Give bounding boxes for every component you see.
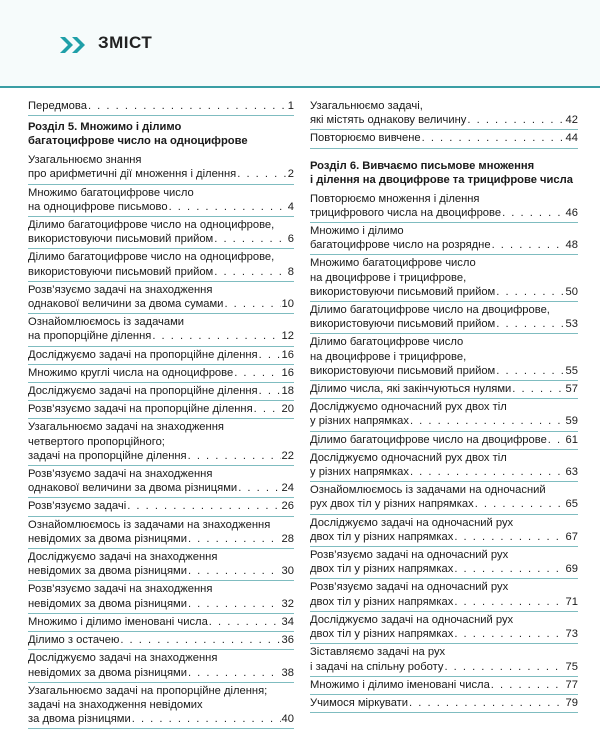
dot-leader: [422, 131, 565, 145]
toc-entry[interactable]: [310, 450, 578, 482]
toc-entry-title: багатоцифрове число на розрядне: [310, 239, 491, 252]
double-chevron-right-icon: [58, 36, 88, 54]
toc-entry[interactable]: [28, 549, 294, 581]
toc-entry-title: Досліджуємо задачі на пропорційне ділення: [28, 348, 258, 361]
dot-leader: [496, 285, 564, 299]
toc-page-number: 40: [281, 713, 294, 726]
toc-entry-line: Досліджуємо задачі на знаходження: [28, 652, 218, 665]
toc-page-number: 79: [565, 696, 578, 709]
dot-leader: [238, 481, 280, 495]
toc-entry[interactable]: [28, 185, 294, 217]
toc-entry-title: Ділимо багатоцифрове число на двоцифрове: [310, 433, 547, 446]
toc-entry[interactable]: [28, 683, 294, 730]
toc-entry[interactable]: [28, 249, 294, 281]
toc-entry-line: Узагальнюємо задачі,: [310, 100, 423, 112]
dot-leader: [259, 384, 281, 398]
toc-entry-line: Узагальнюємо знання: [28, 154, 142, 167]
toc-entry-title: задачі на пропорційне ділення: [28, 449, 187, 462]
toc-entry[interactable]: [310, 482, 578, 514]
toc-page-number: 20: [281, 403, 294, 416]
toc-entry-line: Узагальнюємо задачі на пропорційне ділення;: [28, 684, 268, 697]
toc-entry[interactable]: [310, 432, 578, 450]
toc-entry[interactable]: [310, 334, 578, 381]
toc-entry[interactable]: [310, 612, 578, 644]
dot-leader: [512, 382, 564, 396]
toc-entry-title: однакової величини за двома сумами: [28, 298, 224, 311]
toc-entry-line: Розв’язуємо задачі на знаходження: [28, 583, 213, 596]
page-title: ЗМІСТ: [98, 33, 153, 52]
dot-leader: [120, 633, 280, 647]
toc-entry[interactable]: [28, 466, 294, 498]
toc-page-number: 73: [565, 628, 578, 641]
dot-leader: [188, 564, 281, 578]
toc-page-number: 22: [281, 449, 294, 462]
toc-page-number: 75: [565, 660, 578, 673]
toc-entry[interactable]: [310, 399, 578, 431]
toc-page-number: 46: [565, 206, 578, 219]
toc-entry-line: Ознайомлюємось із задачами на одночасний: [310, 484, 546, 497]
dot-leader: [214, 265, 287, 279]
toc-page-number: 61: [565, 433, 578, 446]
toc-page-number: 32: [281, 597, 294, 610]
dot-leader: [409, 696, 565, 710]
toc-entry[interactable]: [310, 191, 578, 223]
dot-leader: [254, 402, 281, 416]
toc-page-number: 28: [281, 532, 294, 545]
dot-leader: [88, 99, 287, 113]
section-title-line: і ділення на двоцифрове та трицифрове числа: [310, 173, 573, 186]
toc-page-number: 71: [565, 595, 578, 608]
header-divider: [0, 86, 600, 88]
toc-entry-title: використовуючи письмовий прийом: [310, 364, 496, 377]
dot-leader: [188, 666, 281, 680]
toc-page-number: 1: [287, 100, 294, 112]
toc-entry-title: невідомих за двома різницями: [28, 532, 187, 545]
toc-entry[interactable]: [28, 217, 294, 249]
toc-entry[interactable]: [310, 302, 578, 334]
toc-page-number: 53: [565, 318, 578, 331]
toc-entry-line: Повторюємо множення і ділення: [310, 192, 480, 205]
toc-entry[interactable]: [28, 383, 294, 401]
dot-leader: [475, 497, 565, 511]
dot-leader: [454, 562, 564, 576]
toc-page-number: 24: [281, 482, 294, 495]
toc-page-number: 50: [565, 285, 578, 298]
toc-entry-line: Досліджуємо одночасний рух двох тіл: [310, 451, 507, 464]
toc-entry-title: однакової величини за двома різницями: [28, 482, 238, 495]
toc-entry[interactable]: [310, 223, 578, 255]
dot-leader: [224, 297, 280, 311]
toc-entry[interactable]: [28, 401, 294, 419]
toc-page-number: 34: [281, 615, 294, 628]
dot-leader: [548, 433, 565, 447]
toc-entry-title: Множимо круглі числа на одноцифрове: [28, 366, 234, 379]
toc-entry-line: Ділимо багатоцифрове число: [310, 336, 464, 349]
toc-left-column: [28, 98, 294, 729]
dot-leader: [410, 414, 565, 428]
section-heading-5: [28, 116, 294, 152]
toc-entry[interactable]: [28, 517, 294, 549]
dot-leader: [454, 595, 564, 609]
toc-entry-line: Досліджуємо задачі на одночасний рух: [310, 516, 514, 529]
section-title-line: багатоцифрове число на одноцифрове: [28, 135, 248, 148]
section-heading-6: [310, 149, 578, 191]
toc-page-number: 65: [565, 498, 578, 511]
toc-entry[interactable]: [28, 419, 294, 466]
toc-entry-line: Множимо і ділимо: [310, 225, 404, 238]
toc-entry-title: на пропорційне ділення: [28, 330, 152, 343]
toc-entry-title: невідомих за двома різницями: [28, 666, 187, 679]
toc-entry[interactable]: [28, 152, 294, 184]
toc-entry-title: Розв’язуємо задачі: [28, 500, 127, 513]
toc-page-number: 4: [287, 200, 294, 213]
page-header: [0, 0, 600, 88]
toc-entry-title: двох тіл у різних напрямках: [310, 628, 454, 641]
toc-page-number: 36: [281, 634, 294, 647]
dot-leader: [502, 206, 564, 220]
toc-page-number: 10: [281, 298, 294, 311]
toc-entry-title: Повторюємо вивчене: [310, 132, 421, 145]
toc-entry-title: Передмова: [28, 100, 87, 112]
toc-entry-line: Досліджуємо задачі на знаходження: [28, 551, 218, 564]
toc-entry-title: на одноцифрове письмово: [28, 200, 168, 213]
toc-entry-title: Ділимо числа, які закінчуються нулями: [310, 383, 512, 396]
toc-page-number: 77: [565, 678, 578, 691]
toc-page-number: 44: [565, 132, 578, 145]
dot-leader: [214, 232, 287, 246]
dot-leader: [496, 317, 564, 331]
dot-leader: [444, 660, 564, 674]
toc-page-number: 18: [281, 385, 294, 398]
dot-leader: [152, 329, 280, 343]
toc-entry-title: Ділимо з остачею: [28, 634, 120, 647]
toc-entry[interactable]: [310, 547, 578, 579]
toc-entry-title: трицифрового числа на двоцифрове: [310, 206, 502, 219]
dot-leader: [492, 238, 565, 252]
dot-leader: [237, 167, 287, 181]
toc-entry[interactable]: [310, 695, 578, 713]
toc-entry-title: у різних напрямках: [310, 415, 409, 428]
toc-right-column: [310, 98, 578, 713]
toc-entry-title: використовуючи письмовий прийом: [310, 318, 496, 331]
toc-entry-title: і задачі на спільну роботу: [310, 660, 444, 673]
toc-entry-line: задачі на знаходження невідомих: [28, 698, 203, 711]
toc-entry-title: Множимо і ділимо іменовані числа: [28, 615, 208, 628]
toc-entry[interactable]: [28, 347, 294, 365]
toc-page-number: 57: [565, 383, 578, 396]
toc-entry-line: на двоцифрове і трицифрове,: [310, 350, 467, 363]
toc-entry-title: Досліджуємо задачі на пропорційне ділення: [28, 385, 258, 398]
toc-page-number: 8: [287, 265, 294, 278]
toc-entry-line: Розв’язуємо задачі на знаходження: [28, 468, 213, 481]
toc-entry-title: двох тіл у різних напрямках: [310, 530, 454, 543]
toc-entry-title: використовуючи письмовий прийом: [310, 285, 496, 298]
dot-leader: [209, 615, 281, 629]
toc-entry-title: рух двох тіл у різних напрямках: [310, 498, 474, 511]
toc-entry[interactable]: [28, 498, 294, 516]
toc-entry[interactable]: [28, 365, 294, 383]
toc-entry-line: Досліджуємо задачі на одночасний рух: [310, 613, 514, 626]
dot-leader: [188, 597, 281, 611]
toc-entry-title: Множимо і ділимо іменовані числа: [310, 678, 490, 691]
toc-entry-line: Зіставляємо задачі на рух: [310, 646, 446, 659]
toc-page-number: 2: [287, 168, 294, 181]
toc-page-number: 48: [565, 239, 578, 252]
dot-leader: [169, 200, 287, 214]
dot-leader: [234, 366, 280, 380]
toc-page-number: 16: [281, 348, 294, 361]
toc-entry[interactable]: [310, 381, 578, 399]
dot-leader: [454, 627, 564, 641]
toc-entry[interactable]: [28, 632, 294, 650]
toc-entry[interactable]: [310, 579, 578, 611]
toc-entry[interactable]: [28, 650, 294, 682]
toc-entry-line: Ділимо багатоцифрове число на двоцифрове,: [310, 304, 550, 317]
toc-entry-line: Множимо багатоцифрове число: [28, 186, 194, 199]
toc-entry[interactable]: [310, 515, 578, 547]
toc-entry-title: використовуючи письмовий прийом: [28, 265, 214, 278]
section-title-line: Розділ 5. Множимо і ділимо: [28, 121, 182, 134]
toc-entry-line: на двоцифрове і трицифрове,: [310, 271, 467, 284]
toc-page-number: 69: [565, 563, 578, 576]
toc-entry-line: Ділимо багатоцифрове число на одноцифрове,: [28, 251, 275, 264]
toc-entry[interactable]: [310, 677, 578, 695]
toc-entry-title: двох тіл у різних напрямках: [310, 595, 454, 608]
toc-entry-title: Учимося міркувати: [310, 696, 409, 709]
toc-page-number: 67: [565, 530, 578, 543]
toc-entry[interactable]: [28, 98, 294, 116]
toc-page-number: 26: [281, 500, 294, 513]
toc-entry[interactable]: [28, 282, 294, 314]
toc-page-number: 30: [281, 565, 294, 578]
toc-entry-line: Досліджуємо одночасний рух двох тіл: [310, 401, 507, 414]
toc-entry-title: двох тіл у різних напрямках: [310, 563, 454, 576]
dot-leader: [467, 113, 564, 127]
toc-entry-title: за двома різницями: [28, 713, 131, 726]
toc-page-number: 38: [281, 666, 294, 679]
toc-page-number: 55: [565, 364, 578, 377]
dot-leader: [259, 348, 281, 362]
toc-entry-title: у різних напрямках: [310, 466, 409, 479]
toc-entry-line: Узагальнюємо задачі на знаходження: [28, 421, 224, 434]
toc-entry-title: використовуючи письмовий прийом: [28, 233, 214, 246]
toc-entry-line: Множимо багатоцифрове число: [310, 257, 476, 270]
dot-leader: [496, 364, 564, 378]
toc-entry[interactable]: [310, 255, 578, 302]
dot-leader: [127, 499, 280, 513]
toc-entry-line: Розв’язуємо задачі на одночасний рух: [310, 581, 509, 594]
toc-entry-line: четвертого пропорційного;: [28, 435, 165, 448]
toc-page-number: 12: [281, 330, 294, 343]
toc-page-number: 6: [287, 233, 294, 246]
toc-entry-line: Ознайомлюємось із задачами на знаходження: [28, 518, 271, 531]
toc-page-number: 16: [281, 366, 294, 379]
dot-leader: [491, 678, 565, 692]
toc-entry-title: які містять однакову величину: [310, 114, 467, 127]
toc-entry[interactable]: [28, 581, 294, 613]
toc-entry-line: Ознайомлюємось із задачами: [28, 316, 185, 329]
toc-page-number: 59: [565, 415, 578, 428]
toc-entry-title: про арифметичні дії множення і ділення: [28, 168, 237, 181]
toc-entry-line: Розв’язуємо задачі на знаходження: [28, 283, 213, 296]
dot-leader: [132, 712, 281, 726]
dot-leader: [410, 465, 565, 479]
toc-entry-title: невідомих за двома різницями: [28, 597, 187, 610]
dot-leader: [188, 449, 281, 463]
toc-entry-line: Розв’язуємо задачі на одночасний рух: [310, 549, 509, 562]
toc-page-number: 42: [565, 114, 578, 127]
toc-page-number: 63: [565, 466, 578, 479]
toc-entry[interactable]: [28, 314, 294, 346]
toc-entry[interactable]: [310, 130, 578, 148]
toc-entry[interactable]: [28, 614, 294, 632]
toc-entry-title: Розв’язуємо задачі на пропорційне ділення: [28, 403, 253, 416]
dot-leader: [454, 530, 564, 544]
toc-entry-title: невідомих за двома різницями: [28, 565, 187, 578]
toc-entry[interactable]: [310, 644, 578, 676]
toc-entry-line: Ділимо багатоцифрове число на одноцифрове,: [28, 219, 275, 232]
toc-entry[interactable]: [310, 98, 578, 130]
dot-leader: [188, 532, 281, 546]
section-title-line: Розділ 6. Вивчаємо письмове множення: [310, 159, 535, 172]
